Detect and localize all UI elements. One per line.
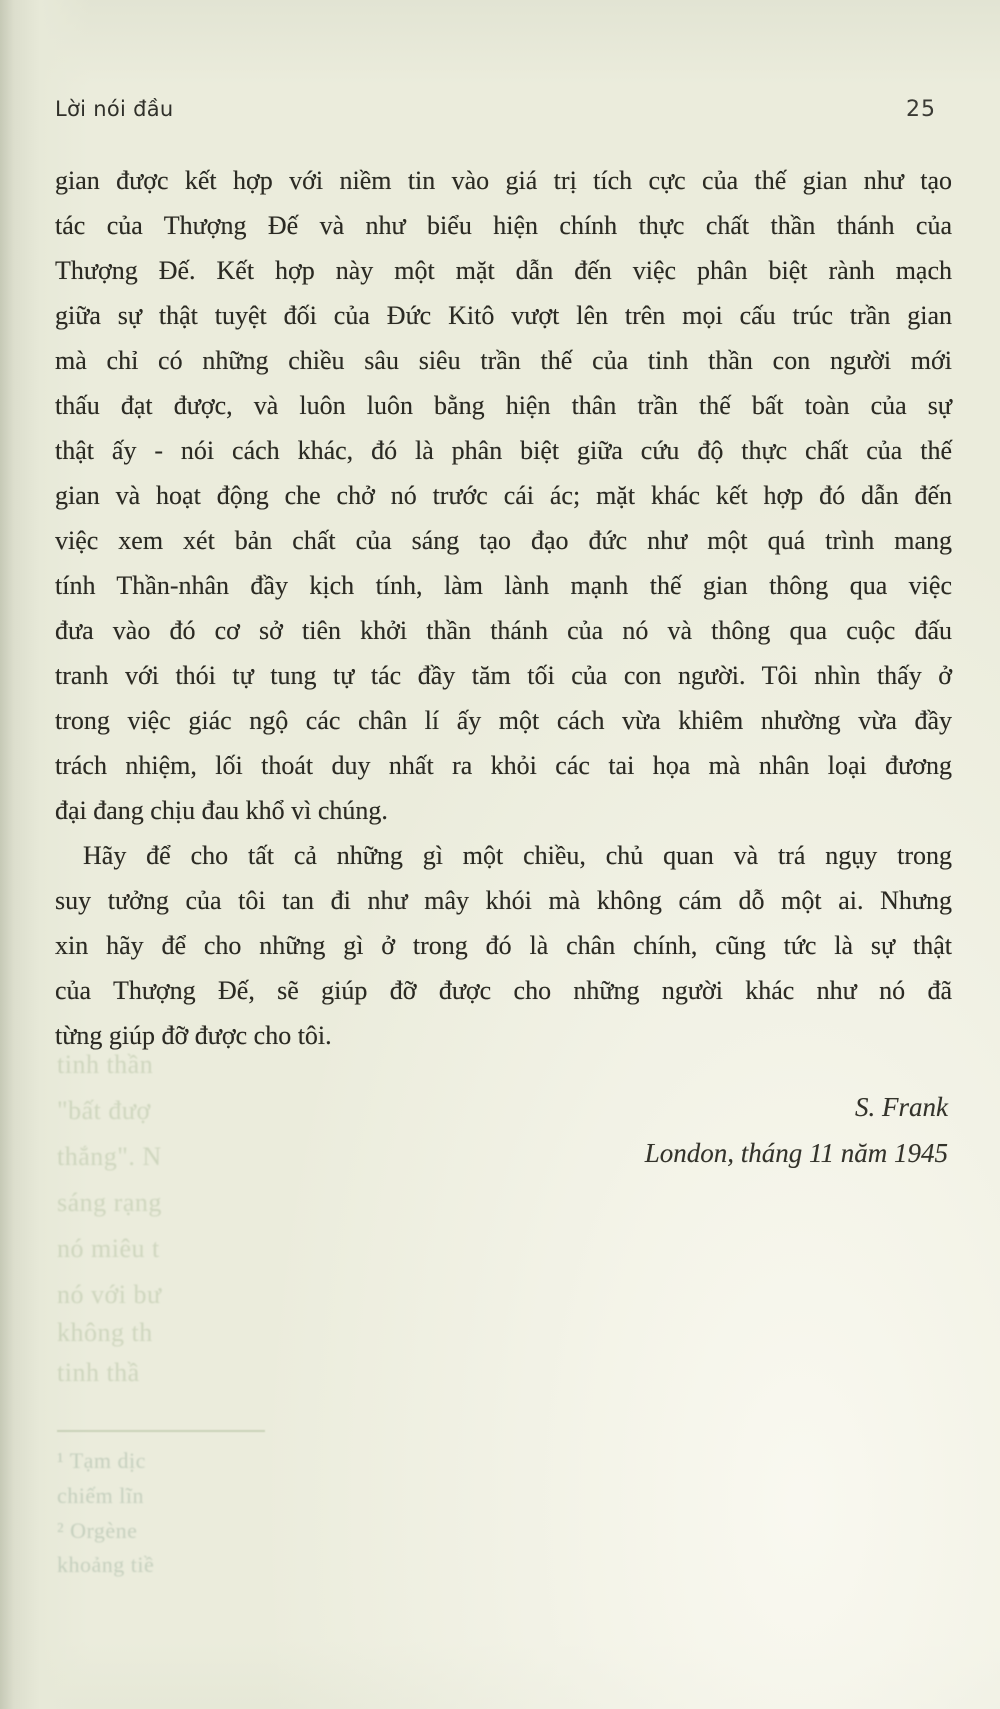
text-line: mà chỉ có những chiều sâu siêu trần thế của tinh thần con người mới [55, 346, 952, 375]
text-line: từng giúp đỡ được cho tôi. [55, 1021, 332, 1050]
text-line: việc xem xét bản chất của sáng tạo đạo đức như một quá trình mang [55, 526, 952, 555]
text-line: giữa sự thật tuyệt đối của Đức Kitô vượt lên trên mọi cấu trúc trần gian [55, 301, 952, 330]
ghost-line: tinh thầ [57, 1358, 140, 1387]
ghost-line: nó với bư [57, 1280, 162, 1309]
signature-place-date: London, tháng 11 năm 1945 [644, 1138, 948, 1168]
ghost-line: nó miêu t [57, 1234, 160, 1263]
ghost-line: sáng rạng [57, 1188, 162, 1217]
ghost-line: "bất đượ [57, 1096, 151, 1125]
text-line: thật ấy - nói cách khác, đó là phân biệt giữa cứu độ thực chất của thế [55, 436, 952, 465]
text-line: Thượng Đế. Kết hợp này một mặt dẫn đến việc phân biệt rành mạch [55, 256, 952, 285]
footnote-separator-ghost [57, 1430, 265, 1432]
ghost-line: tinh thần [57, 1050, 154, 1079]
text-line: trong việc giác ngộ các chân lí ấy một cách vừa khiêm nhường vừa đầy [55, 706, 952, 735]
text-line: gian được kết hợp với niềm tin vào giá trị tích cực của thế gian như tạo [55, 166, 952, 195]
signature-author: S. Frank [855, 1092, 948, 1122]
body-text-block [55, 158, 952, 1058]
footnote-ghost-line: khoảng tiề [57, 1552, 155, 1577]
text-line: đại đang chịu đau khổ vì chúng. [55, 796, 388, 825]
text-line: Hãy để cho tất cả những gì một chiều, chủ quan và trá ngụy trong [83, 841, 952, 870]
signature-block [645, 1084, 948, 1176]
text-line: đưa vào đó cơ sở tiên khởi thần thánh của nó và thông qua cuộc đấu [55, 616, 952, 645]
text-line: thấu đạt được, và luôn luôn bằng hiện thân trần thế bất toàn của sự [55, 391, 952, 420]
text-line: tranh với thói tự tung tự tác đầy tăm tối của con người. Tôi nhìn thấy ở [55, 661, 952, 690]
text-line: của Thượng Đế, sẽ giúp đỡ được cho những người khác như nó đã [55, 976, 952, 1005]
footnote-ghost-line: ² Orgène [57, 1518, 138, 1543]
ghost-line: không th [57, 1318, 153, 1347]
text-line: gian và hoạt động che chở nó trước cái ác; mặt khác kết hợp đó dẫn đến [55, 481, 952, 510]
footnote-ghost-line: chiếm lĩn [57, 1483, 144, 1508]
text-line: xin hãy để cho những gì ở trong đó là chân chính, cũng tức là sự thật [55, 931, 952, 960]
text-line: trách nhiệm, lối thoát duy nhất ra khỏi các tai họa mà nhân loại đương [55, 751, 952, 780]
text-line: tính Thần-nhân đầy kịch tính, làm lành mạnh thế gian thông qua việc [55, 571, 952, 600]
page-number: 25 [906, 97, 936, 122]
text-line: suy tưởng của tôi tan đi như mây khói mà không cám dỗ một ai. Nhưng [55, 886, 952, 915]
footnote-ghost-line: ¹ Tạm dịc [57, 1448, 146, 1473]
text-line: tác của Thượng Đế và như biểu hiện chính thực chất thần thánh của [55, 211, 952, 240]
running-header-title: Lời nói đầu [55, 97, 174, 121]
ghost-line: thắng". N [57, 1142, 162, 1171]
